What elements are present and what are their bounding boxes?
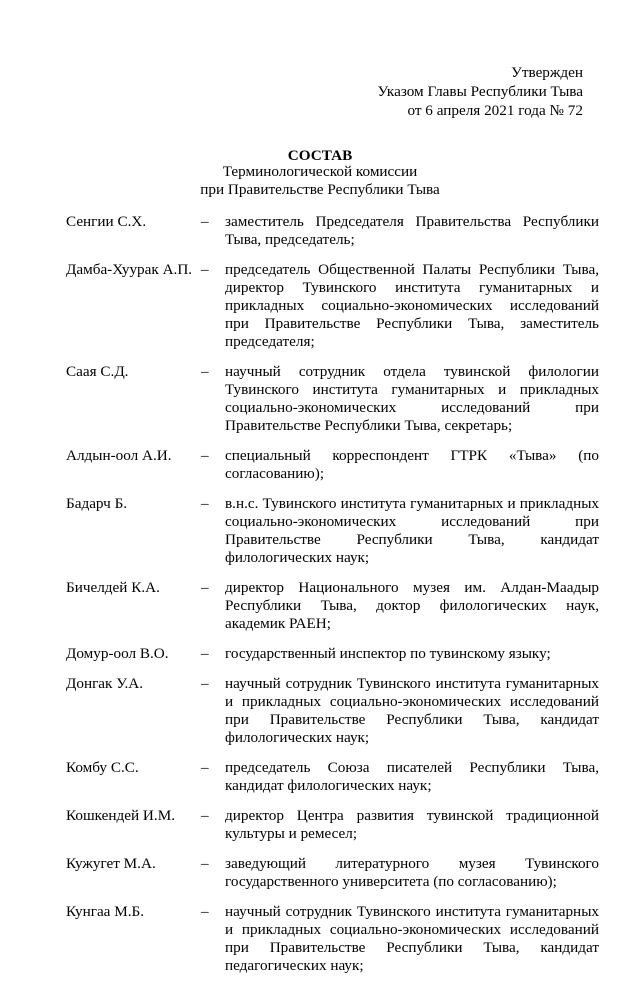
member-name: Алдын-оол А.И. (66, 447, 172, 464)
member-name: Кужугет М.А. (66, 855, 156, 872)
member-row (66, 675, 599, 747)
member-role: научный сотрудник Тувинского института гуманитарных и прикладных социально-экономических исследований при Правительстве Республики Тыва, кандидат филологических наук; (225, 675, 599, 746)
member-role: государственный инспектор по тувинскому языку; (225, 645, 551, 662)
member-row (66, 213, 599, 249)
member-role: директор Центра развития тувинской традиционной культуры и ремесел; (225, 807, 599, 842)
separator-dash: – (201, 807, 209, 824)
member-name: Бадарч Б. (66, 495, 128, 512)
member-name: Комбу С.С. (66, 759, 139, 776)
member-name: Сенгии С.Х. (66, 213, 147, 230)
member-role: заместитель Председателя Правительства Республики Тыва, председатель; (225, 213, 599, 248)
member-name: Дамба-Хуурак А.П. (66, 261, 193, 278)
member-row (66, 261, 599, 351)
member-name: Кошкендей И.М. (66, 807, 175, 824)
member-row (66, 363, 599, 435)
separator-dash: – (201, 759, 209, 776)
member-row (66, 495, 599, 567)
member-row (66, 579, 599, 633)
approval-block (378, 63, 583, 120)
approval-status: Утвержден (511, 64, 583, 81)
separator-dash: – (201, 579, 209, 596)
document-subtitle (0, 163, 640, 199)
separator-dash: – (201, 447, 209, 464)
separator-dash: – (201, 855, 209, 872)
separator-dash: – (201, 363, 209, 380)
subtitle-line-1: Терминологической комиссии (222, 163, 418, 180)
member-role: специальный корреспондент ГТРК «Тыва» (по согласованию); (225, 447, 599, 482)
approval-date: от 6 апреля 2021 года № 72 (407, 102, 583, 119)
separator-dash: – (201, 495, 209, 512)
subtitle-line-2: при Правительстве Республики Тыва (200, 181, 440, 198)
member-role: в.н.с. Тувинского института гуманитарных и прикладных социально-экономических исследований при Правительстве Республики Тыва, кандидат филологических наук; (225, 495, 599, 566)
member-role: заведующий литературного музея Тувинского государственного университета (по согласованию); (225, 855, 599, 890)
member-name: Домур-оол В.О. (66, 645, 169, 662)
document-title: СОСТАВ (287, 147, 353, 164)
member-name: Донгак У.А. (66, 675, 144, 692)
approval-authority: Указом Главы Республики Тыва (377, 83, 583, 100)
separator-dash: – (201, 903, 209, 920)
member-row (66, 903, 599, 975)
member-role: научный сотрудник отдела тувинской филологии Тувинского института гуманитарных и прикладных социально-экономических исследований при Правительстве Республики Тыва, секретарь; (225, 363, 599, 434)
member-role: председатель Общественной Палаты Республики Тыва, директор Тувинского института гуманитарных и прикладных социально-экономических исследований при Правительстве Республики Тыва, заместитель председателя; (225, 261, 599, 350)
member-row (66, 645, 599, 663)
member-name: Бичелдей К.А. (66, 579, 160, 596)
separator-dash: – (201, 213, 209, 230)
member-name: Кунгаа М.Б. (66, 903, 145, 920)
separator-dash: – (201, 675, 209, 692)
separator-dash: – (201, 261, 209, 278)
member-row (66, 447, 599, 483)
member-role: директор Национального музея им. Алдан-Маадыр Республики Тыва, доктор филологических наук, академик РАЕН; (225, 579, 599, 632)
member-row (66, 855, 599, 891)
member-row (66, 807, 599, 843)
separator-dash: – (201, 645, 209, 662)
member-role: научный сотрудник Тувинского института гуманитарных и прикладных социально-экономических исследований при Правительстве Республики Тыва, кандидат педагогических наук; (225, 903, 599, 974)
member-row (66, 759, 599, 795)
member-role: председатель Союза писателей Республики Тыва, кандидат филологических наук; (225, 759, 599, 794)
member-name: Саая С.Д. (66, 363, 129, 380)
member-list (66, 213, 599, 987)
